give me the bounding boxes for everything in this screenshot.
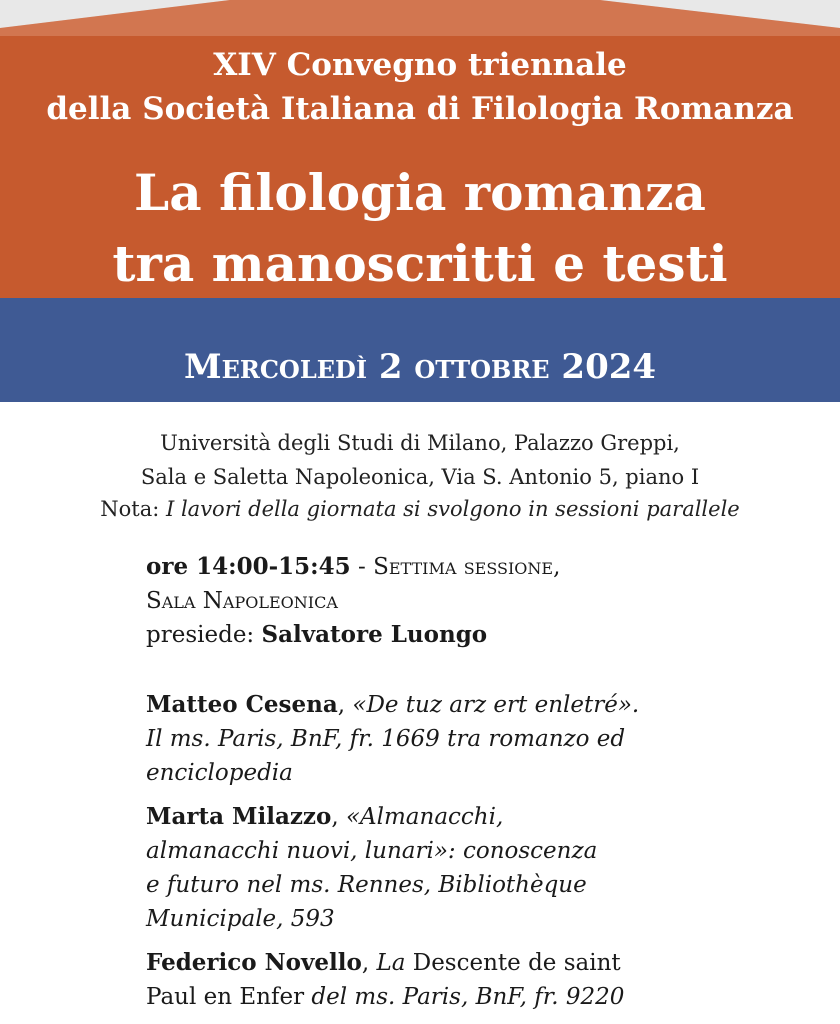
talk-item xyxy=(146,946,826,1014)
session-name: Settima sessione, xyxy=(373,554,561,580)
talk-title: del ms. Paris, BnF, fr. 9220 xyxy=(304,984,625,1010)
conference-title-line1: La filologia romanza xyxy=(134,163,706,222)
talk-speaker: Federico Novello xyxy=(146,949,362,976)
talk-speaker: Marta Milazzo xyxy=(146,803,332,830)
conference-subtitle-line1: XIV Convegno triennale xyxy=(213,47,627,83)
talk-item xyxy=(146,800,826,936)
talk-title: enciclopedia xyxy=(146,760,293,786)
session-time: ore 14:00-15:45 xyxy=(146,553,351,580)
talk-separator: , xyxy=(331,804,346,830)
session-room: Sala Napoleonica xyxy=(146,588,338,614)
session-header xyxy=(146,550,826,652)
venue-line1: Università degli Studi di Milano, Palazzo Greppi, xyxy=(160,431,680,455)
talk-title: Municipale, 593 xyxy=(146,906,335,932)
header-roof-decoration xyxy=(0,0,840,36)
conference-title-line2: tra manoscritti e testi xyxy=(112,234,728,293)
talk-title: Paul en Enfer xyxy=(146,984,305,1010)
event-date: Mercoledì 2 ottobre 2024 xyxy=(183,347,657,387)
conference-subtitle-line2: della Società Italiana di Filologia Romanza xyxy=(46,91,794,127)
session-separator: - xyxy=(350,554,374,580)
talk-title: Descente de saint xyxy=(405,950,621,976)
note-text: I lavori della giornata si svolgono in sessioni parallele xyxy=(165,497,740,521)
talk-item xyxy=(146,688,826,790)
venue-note xyxy=(0,494,840,524)
talk-title: almanacchi nuovi, lunari»: conoscenza xyxy=(146,838,598,864)
talk-title: «Almanacchi, xyxy=(345,804,504,830)
note-label: Nota: xyxy=(100,497,166,521)
talk-separator: , xyxy=(337,692,353,718)
chair-name: Salvatore Luongo xyxy=(261,621,488,648)
talk-title: La xyxy=(376,950,406,976)
talk-title: e futuro nel ms. Rennes, Bibliothèque xyxy=(146,872,587,898)
talk-speaker: Matteo Cesena xyxy=(146,691,338,718)
chair-label: presiede: xyxy=(146,622,262,648)
talk-title: Il ms. Paris, BnF, fr. 1669 tra romanzo ed xyxy=(146,726,626,752)
venue-line2: Sala e Saletta Napoleonica, Via S. Antonio 5, piano I xyxy=(140,465,700,489)
talk-separator: , xyxy=(361,950,377,976)
talk-title: «De tuz arz ert enletré». xyxy=(352,692,640,718)
header-banner xyxy=(0,0,840,298)
